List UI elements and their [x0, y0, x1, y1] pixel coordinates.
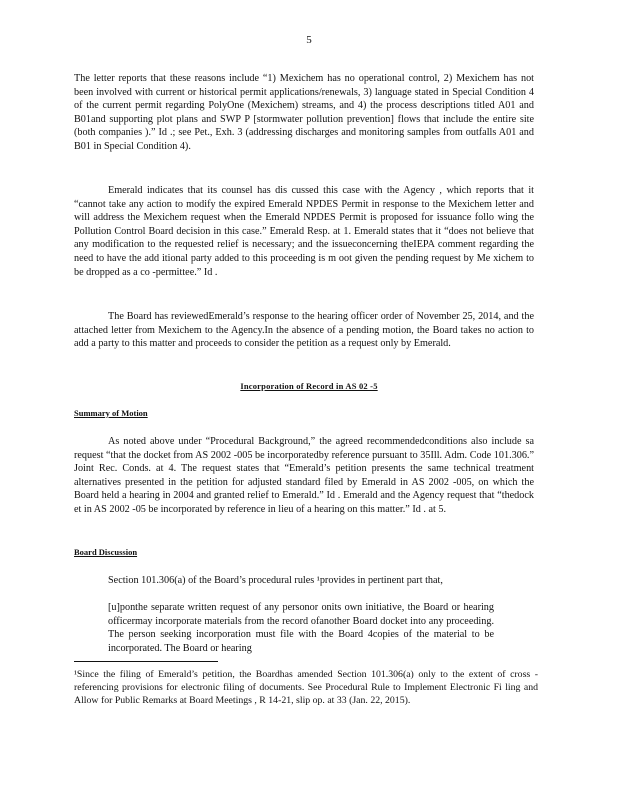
heading-summary-of-motion: Summary of Motion: [74, 408, 148, 418]
heading-incorporation-of-record: Incorporation of Record in AS 02 -5: [240, 381, 378, 391]
paragraph-board-review: The Board has reviewedEmerald’s response to the hearing officer order of November 25, 2014, and the attached letter from Mexichem to the Agency.In the absence of a pending motion, the Board takes no action to add a party to this matter and proceeds to consider the petition as a request only by Emerald.: [74, 311, 534, 350]
heading-board-discussion: Board Discussion: [74, 547, 138, 557]
footnote-1: ¹Since the filing of Emerald’s petition, the Boardhas amended Section 101.306(a) only to the extent of cross -referencing provisions for electronic filing of documents. See Procedural Rule to Implement Electronic Fi ling and Allow for Public Remarks at Board Meetings , R 14-21, slip op. at 33 (Jan. 22, 2015).: [74, 669, 538, 707]
page-number: 5: [306, 34, 312, 46]
paragraph-letter-reasons: The letter reports that these reasons include “1) Mexichem has no operational control, 2) Mexichem has not been involved with current or historical permit applications/renewals, 3) language stated in Special Condition 4 of the current permit regarding PolyOne (Mexichem) streams, and 4) the process descriptions titled A01 and B01and supporting plot plans and SWP P [stormwater pollution prevention] flows that include the entire site (both companies ).” Id .; see Pet., Exh. 3 (addressing discharges and monitoring samples from outfalls A01 and B01 in Special Condition 4).: [74, 73, 534, 152]
block-quote-rule: [u]ponthe separate written request of any personor onits own initiative, the Board or hearing officermay incorporate materials from the record ofanother Board docket into any proceeding. The person seeking incorporation must file with the Board 4copies of the material to be incorporated. The Board or hearing: [108, 602, 494, 654]
footnote-divider: [74, 661, 218, 662]
paragraph-section-101-306: Section 101.306(a) of the Board’s procedural rules ¹provides in pertinent part that,: [108, 575, 443, 586]
paragraph-summary-motion: As noted above under “Procedural Background,” the agreed recommendedconditions also include sa request “that the docket from AS 2002 -005 be incorporatedby reference pursuant to 35Ill. Adm. Code 101.306.” Joint Rec. Conds. at 4. The request states that “Emerald’s petition presents the same technical treatment alternatives presented in the petition for adjusted standard filed by Emerald in AS 2002 -005, on which the Board held a hearing in 2004 and granted relief to Emerald.” Id . Emerald and the Agency request that “thedock et in AS 2002 -05 be incorporated by reference in lieu of a hearing on this matter.” Id . at 5.: [74, 436, 534, 515]
paragraph-emerald-counsel: Emerald indicates that its counsel has dis cussed this case with the Agency , which reports that it “cannot take any action to modify the expired Emerald NPDES Permit in response to the Mexichem letter and will address the Mexichem request when the Emerald NPDES Permit is proposed for issuance follo wing the Pollution Control Board decision in this case.” Emerald Resp. at 1. Emerald states that it “does not believe that any modification to the requested relief is necessary; and the issueconcerning theIEPA comment regarding the need to have the add itional party added to this proceeding is m oot given the pending request by Me xichem to be dropped as a co -permittee.” Id .: [74, 185, 534, 278]
